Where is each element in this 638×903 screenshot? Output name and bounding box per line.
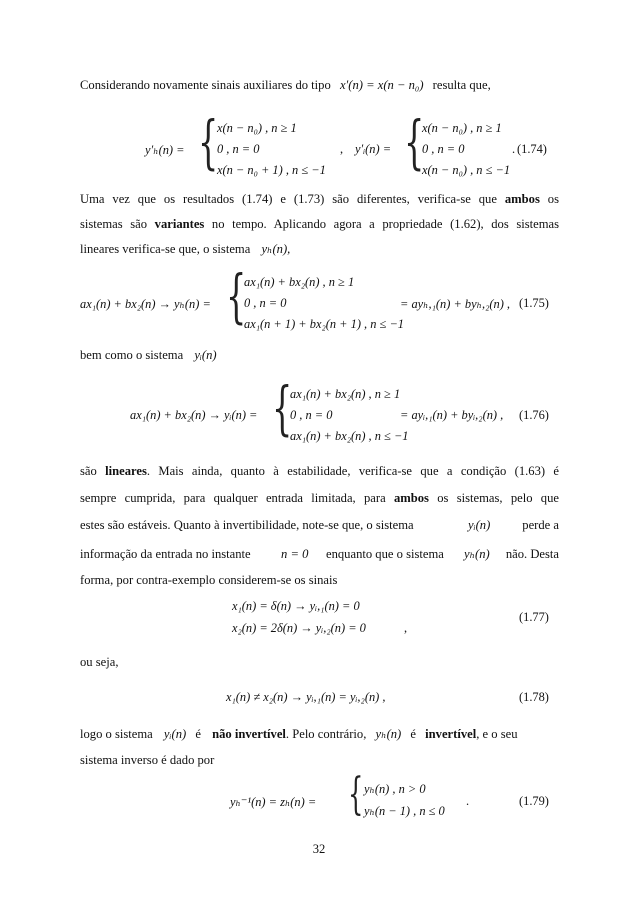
paragraph-line: são lineares. Mais ainda, quanto à estabilidade, verifica-se que a condição (1.63) é	[80, 464, 559, 478]
line-text: , e o seu	[476, 727, 518, 741]
eq176-rhs: = ayᵢ,₁(n) + byᵢ,₂(n) ,	[400, 408, 504, 422]
eq179-lhs: yₕ⁻¹(n) = zₕ(n) =	[230, 795, 317, 809]
line-math: n = 0	[281, 547, 309, 561]
line-math: yₕ(n),	[261, 242, 291, 256]
line-text: não. Desta	[505, 547, 559, 561]
eq176-lhs: ax₁(n) + bx₂(n) → yᵢ(n) =	[130, 408, 258, 422]
eq175-lhs: ax₁(n) + bx₂(n) → yₕ(n) =	[80, 297, 211, 311]
paragraph-line: Uma vez que os resultados (1.74) e (1.73) são diferentes, verifica-se que ambos os	[80, 192, 559, 206]
line-text: . Pelo contrário,	[285, 727, 367, 741]
eq174-h-row2: 0 , n = 0	[217, 142, 260, 156]
equation-number: (1.77)	[519, 610, 549, 624]
left-brace-icon: {	[348, 769, 364, 820]
left-brace-icon: {	[272, 374, 293, 442]
eq179-row1: yₕ(n) , n > 0	[364, 782, 426, 796]
eq175-row3: ax₁(n + 1) + bx₂(n + 1) , n ≤ −1	[244, 317, 405, 331]
paragraph-line: forma, por contra-exemplo considerem-se os sinais	[80, 573, 338, 587]
eq175-row1: ax₁(n) + bx₂(n) , n ≥ 1	[244, 275, 355, 289]
eq175-rhs: = ayₕ,₁(n) + byₕ,₂(n) ,	[400, 297, 511, 311]
line-text: logo o sistema	[80, 727, 153, 741]
line-text: perde a	[522, 518, 559, 532]
eq174-lhs-i: y′ᵢ(n) =	[355, 142, 392, 156]
paragraph-line	[80, 241, 290, 257]
equation-number: (1.79)	[519, 794, 549, 808]
line-bold: invertível	[425, 727, 477, 741]
line-text: lineares verifica-se que, o sistema	[80, 242, 251, 256]
eq174-i-row1: x(n − n₀) , n ≥ 1	[422, 121, 502, 135]
paragraph-line: sistema inverso é dado por	[80, 753, 215, 767]
paragraph-line	[80, 517, 559, 533]
eq174-h-row3: x(n − n₀ + 1) , n ≤ −1	[217, 163, 326, 177]
eq176-row3: ax₁(n) + bx₂(n) , n ≤ −1	[290, 429, 409, 443]
left-brace-icon: {	[226, 262, 247, 330]
left-brace-icon: {	[404, 108, 425, 176]
eq174-h-row1: x(n − n₀) , n ≥ 1	[217, 121, 297, 135]
paragraph-line	[80, 347, 217, 363]
paragraph-line	[80, 546, 559, 562]
eq177-row1: x₁(n) = δ(n) → yᵢ,₁(n) = 0	[232, 599, 360, 613]
line-math: yᵢ(n)	[468, 518, 491, 532]
eq176-row2: 0 , n = 0	[290, 408, 333, 422]
line-bold: não invertível	[212, 727, 286, 741]
eq174-i-row2: 0 , n = 0	[422, 142, 465, 156]
eq179-row2: yₕ(n − 1) , n ≤ 0	[364, 804, 445, 818]
equation-number: (1.76)	[519, 408, 549, 422]
eq176-row1: ax₁(n) + bx₂(n) , n ≥ 1	[290, 387, 401, 401]
eq174-lhs-h: y′ₕ(n) =	[145, 143, 185, 157]
eq174-i-row3: x(n − n₀) , n ≤ −1	[422, 163, 511, 177]
paragraph-line: sempre cumprida, para qualquer entrada limitada, para ambos os sistemas, pelo que	[80, 491, 559, 505]
line-math: yᵢ(n)	[194, 348, 217, 362]
page-number: 32	[312, 842, 326, 856]
equation-number: (1.74)	[517, 142, 547, 156]
line-math: yᵢ(n)	[163, 727, 187, 741]
paragraph-line: ou seja,	[80, 655, 119, 669]
equation-number: (1.78)	[519, 690, 549, 704]
equation-number: (1.75)	[519, 296, 549, 310]
line-text: é	[195, 727, 201, 741]
intro-end: resulta que,	[432, 78, 491, 92]
line-text: é	[410, 727, 417, 741]
line-math: yₕ(n)	[464, 547, 490, 561]
line-text: bem como o sistema	[80, 348, 184, 362]
paragraph-line	[80, 726, 559, 742]
eq175-row2: 0 , n = 0	[244, 296, 287, 310]
line-text: informação da entrada no instante	[80, 547, 251, 561]
eq179-end: .	[466, 794, 470, 808]
line-math: yₕ(n)	[375, 727, 402, 741]
eq174-end: .	[512, 142, 516, 156]
eq177-row2: x₂(n) = 2δ(n) → yᵢ,₂(n) = 0	[232, 621, 366, 635]
paragraph-line: sistemas são variantes no tempo. Aplicando agora a propriedade (1.62), dos sistemas	[80, 217, 560, 231]
intro-math: x′(n) = x(n − n₀)	[339, 78, 424, 92]
line-text: enquanto que o sistema	[326, 547, 444, 561]
left-brace-icon: {	[198, 108, 219, 176]
paragraph-intro	[80, 77, 491, 93]
eq174-sep: ,	[340, 142, 344, 156]
eq177-end: ,	[404, 621, 408, 635]
intro-text: Considerando novamente sinais auxiliares do tipo	[80, 78, 331, 92]
line-text: estes são estáveis. Quanto à invertibilidade, note-se que, o sistema	[80, 518, 414, 532]
eq178-text: x₁(n) ≠ x₂(n) → yᵢ,₁(n) = yᵢ,₂(n) ,	[226, 690, 386, 704]
